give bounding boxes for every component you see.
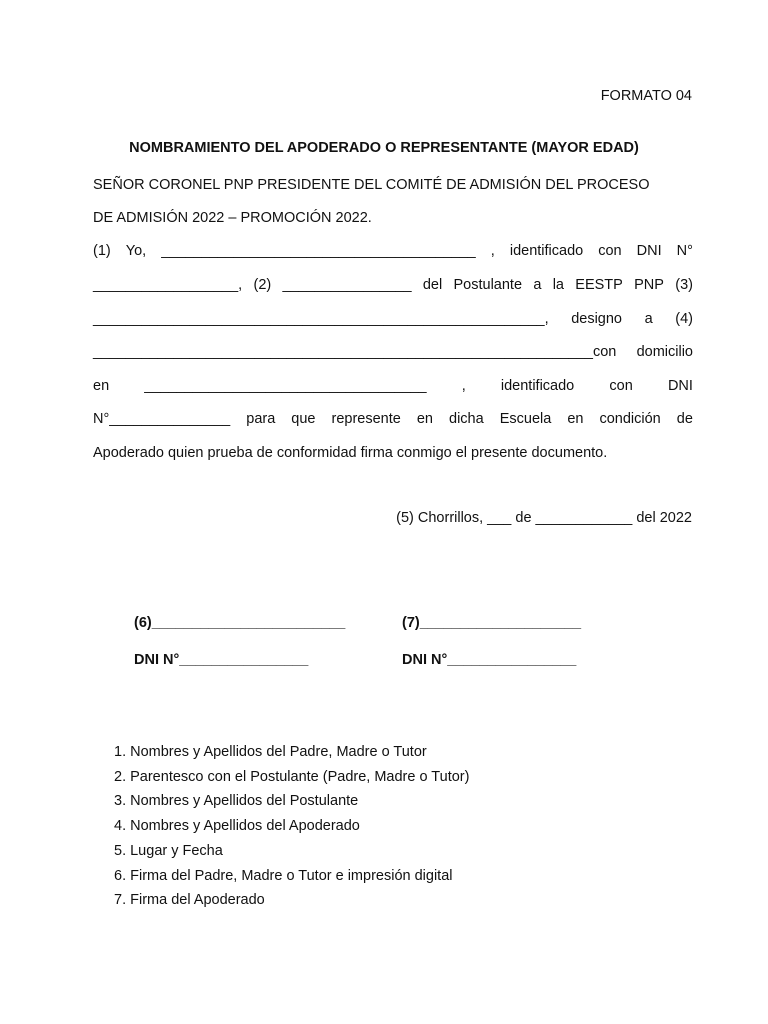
body-word: , [490, 243, 495, 259]
body-word: EESTP [575, 277, 623, 293]
note-item: 4. Nombres y Apellidos del Apoderado [114, 818, 360, 835]
body-word: Escuela [499, 411, 552, 427]
body-word: (3) [675, 277, 693, 293]
dni-7: DNI N°________________ [402, 652, 577, 668]
note-item: 7. Firma del Apoderado [114, 892, 265, 909]
body-word: identificado [500, 378, 575, 394]
body-line [93, 377, 693, 395]
note-item: 6. Firma del Padre, Madre o Tutor e impresión digital [114, 867, 453, 884]
body-word: ________________ [282, 277, 412, 293]
body-line [93, 310, 693, 328]
format-label: FORMATO 04 [600, 88, 692, 104]
body-word: (4) [675, 311, 693, 327]
note-item: 5. Lugar y Fecha [114, 842, 223, 859]
salutation-line-1 [93, 176, 693, 194]
body-word: designo [571, 311, 622, 327]
body-line [93, 242, 693, 260]
body-word: en [416, 411, 433, 427]
body-word: a [644, 311, 653, 327]
body-word: represente [331, 411, 401, 427]
body-word: (2) [253, 277, 272, 293]
body-word: N° [676, 243, 693, 259]
body-word: _______________________________________ [161, 243, 476, 259]
body-word: para [246, 411, 276, 427]
body-line [93, 276, 693, 294]
body-word: del [422, 277, 443, 293]
note-item: 1. Nombres y Apellidos del Padre, Madre o Tutor [114, 744, 427, 760]
document-title: NOMBRAMIENTO DEL APODERADO O REPRESENTANTE (MAYOR EDAD) [129, 140, 639, 156]
body-word: N°_______________ [93, 411, 231, 427]
body-word: con [598, 243, 622, 259]
date-line: (5) Chorrillos, ___ de ____________ del 2022 [396, 510, 692, 526]
body-word: en [567, 411, 584, 427]
body-word: ________________________________________________________, [93, 311, 549, 327]
body-word: DNI [636, 243, 662, 259]
signature-6: (6)________________________ [134, 615, 346, 631]
body-word: Postulante [453, 277, 523, 293]
body-word: en [93, 378, 110, 394]
body-word: a [533, 277, 542, 293]
body-word: __________________, [93, 277, 243, 293]
notes-list [114, 740, 469, 913]
body-last-line: Apoderado quien prueba de conformidad firma conmigo el presente documento. [93, 445, 608, 461]
body-line [93, 343, 693, 361]
note-item: 3. Nombres y Apellidos del Postulante [114, 793, 359, 810]
dni-6: DNI N°________________ [134, 652, 309, 668]
salutation-text-1: SEÑOR CORONEL PNP PRESIDENTE DEL COMITÉ DE ADMISIÓN DEL PROCESO [93, 177, 650, 193]
salutation-line-2: DE ADMISIÓN 2022 – PROMOCIÓN 2022. [93, 210, 372, 226]
body-word: dicha [449, 411, 484, 427]
body-word: la [552, 277, 564, 293]
body-word: que [291, 411, 316, 427]
body-word: ___________________________________ [144, 378, 427, 394]
body-word: domicilio [636, 344, 693, 360]
body-word: identificado [509, 243, 584, 259]
note-item: 2. Parentesco con el Postulante (Padre, Madre o Tutor) [114, 768, 470, 785]
body-word: , [461, 378, 466, 394]
body-word: de [676, 411, 693, 427]
body-word: PNP [634, 277, 664, 293]
body-word: Yo, [125, 243, 147, 259]
body-word: (1) [93, 243, 111, 259]
signature-7: (7)____________________ [402, 615, 582, 631]
body-word: con [609, 378, 633, 394]
body-word: DNI [667, 378, 693, 394]
body-line [93, 410, 693, 428]
body-word: condición [599, 411, 661, 427]
body-word: ______________________________________________________________con [93, 344, 617, 360]
